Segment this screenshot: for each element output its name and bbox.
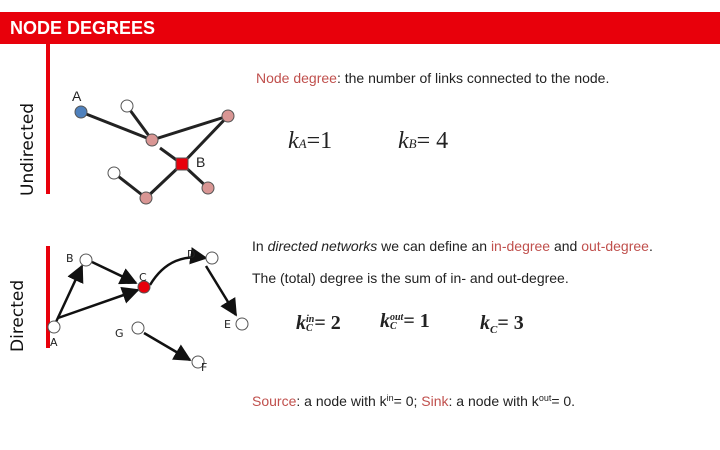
node-degree-text: : the number of links connected to the node. <box>336 70 610 86</box>
directed-label-b: B <box>66 252 74 265</box>
edge-d-e <box>206 266 236 315</box>
edge-c-d <box>150 257 206 285</box>
directed-label-f: F <box>201 361 208 374</box>
edge-b-c <box>92 262 136 283</box>
node-b-label: B <box>196 154 206 170</box>
directed-section-label: Directed <box>8 279 28 352</box>
page-title: NODE DEGREES <box>10 18 156 38</box>
node-a-directed <box>48 321 60 333</box>
node-d-directed <box>206 252 218 264</box>
directed-label-e: E <box>224 318 231 331</box>
node-a <box>75 106 87 118</box>
directed-label-c: C <box>139 271 147 284</box>
formula-kc-total: $k_C= 3$ <box>480 312 524 336</box>
directed-label-d: D <box>187 248 196 261</box>
formula-kb: kB= 4 <box>398 128 449 154</box>
node-degree-term: Node degree <box>256 70 337 86</box>
directed-definition-line: In directed networks we can define an in-degree and out-degree. <box>252 238 653 254</box>
edge-g-f <box>144 333 190 360</box>
directed-label-a: A <box>50 336 58 349</box>
node-pink-1 <box>146 134 158 146</box>
formula-kc-out: k out C = 1 <box>380 310 430 333</box>
node-degree-definition <box>256 70 609 86</box>
node-white-2 <box>108 167 120 179</box>
node-pink-4 <box>202 182 214 194</box>
node-pink-3 <box>140 192 152 204</box>
node-e-directed <box>236 318 248 330</box>
source-sink-definition: Source: a node with $k^{in}= 0$; Sink: a node with $k^{out}= 0$. <box>252 393 576 409</box>
directed-label-g: G <box>115 327 124 340</box>
total-degree-line: The (total) degree is the sum of in- and out-degree. <box>252 270 569 286</box>
undirected-section-label: Undirected <box>18 102 38 196</box>
node-b <box>176 158 188 170</box>
node-white-1 <box>121 100 133 112</box>
node-pink-2 <box>222 110 234 122</box>
node-g-directed <box>132 322 144 334</box>
formula-kc-in: k in C = 2 <box>296 312 341 335</box>
formula-ka: kA=1 <box>288 128 333 154</box>
node-b-directed <box>80 254 92 266</box>
node-a-label: A <box>72 88 82 104</box>
